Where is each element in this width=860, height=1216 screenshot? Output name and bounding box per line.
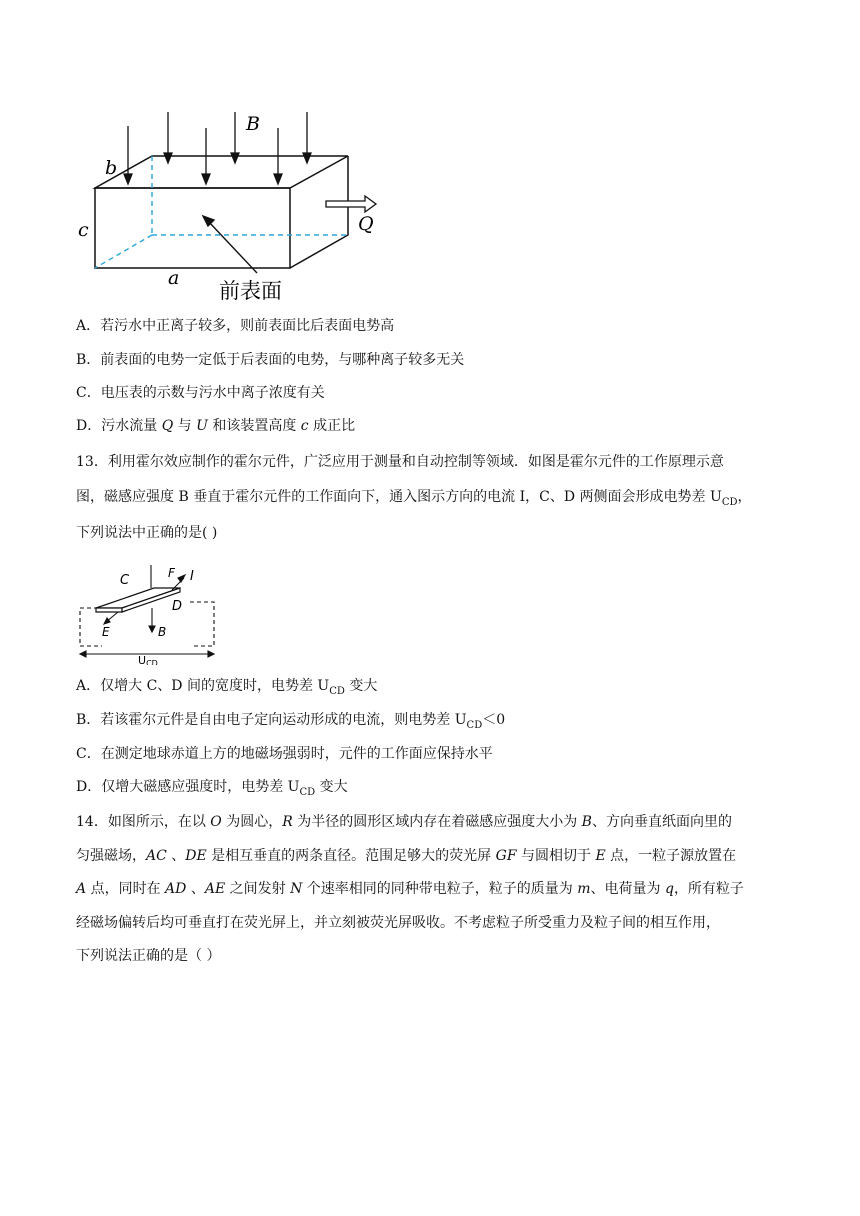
q13-option-c: C．在测定地球赤道上方的地磁场强弱时，元件的工作面应保持水平 xyxy=(76,746,493,762)
label-I: I xyxy=(190,569,194,584)
q13-option-d: D．仅增大磁感应强度时，电势差 $U_{CD}$ 变大 xyxy=(76,779,348,798)
label-D: D xyxy=(172,599,183,614)
label-c: c xyxy=(78,219,89,241)
label-Q: Q xyxy=(358,213,374,235)
q14-stem-line-4: 经磁场偏转后均可垂直打在荧光屏上，并立刻被荧光屏吸收。不考虑粒子所受重力及粒子间的相互作用， xyxy=(76,915,720,931)
label-B-field: B xyxy=(158,625,167,639)
q12-option-d: D．污水流量 Q 与 U 和该装置高度 c 成正比 xyxy=(76,418,356,434)
q13-option-a: A．仅增大 C、D 间的宽度时，电势差 $U_{CD}$ 变大 xyxy=(76,678,378,697)
q14-stem-line-5: 下列说法正确的是（ ） xyxy=(76,948,221,964)
q14-stem-line-2: 匀强磁场，AC 、DE 是相互垂直的两条直径。范围足够大的荧光屏 GF 与圆相切于 E 点，一粒子源放置在 xyxy=(76,848,737,864)
label-b: b xyxy=(105,157,118,179)
q12-option-c: C．电压表的示数与污水中离子浓度有关 xyxy=(76,385,325,401)
q14-stem-line-3: A 点，同时在 AD 、AE 之间发射 N 个速率相同的同种带电粒子，粒子的质量为 m、电荷量为 q，所有粒子 xyxy=(76,881,744,897)
sewage-flow-meter-figure xyxy=(72,108,402,308)
q12-option-a: A．若污水中正离子较多，则前表面比后表面电势高 xyxy=(76,318,395,334)
magnetic-field-arrows xyxy=(124,112,311,184)
flow-arrow xyxy=(326,196,376,212)
label-B: B xyxy=(246,113,260,135)
q14-stem-line-1: 14．如图所示，在以 O 为圆心，R 为半径的圆形区域内存在着磁感应强度大小为 B、方向垂直纸面向里的 xyxy=(76,814,732,830)
label-E: E xyxy=(102,625,110,639)
label-front-surface: 前表面 xyxy=(219,279,282,303)
q13-stem-line-3: 下列说法中正确的是( ) xyxy=(76,525,218,541)
front-surface-pointer xyxy=(203,216,257,273)
q13-stem-line-2: 图，磁感应强度 B 垂直于霍尔元件的工作面向下，通入图示方向的电流 I，C、D 两侧面会形成电势差 $U_{CD}$， xyxy=(76,489,752,508)
hall-element-figure xyxy=(72,560,232,665)
hidden-edges xyxy=(95,156,348,268)
hall-plate xyxy=(96,588,183,614)
label-a: a xyxy=(168,267,180,289)
label-C: C xyxy=(120,573,130,588)
label-F: F xyxy=(168,566,175,580)
label-UCD: UCD xyxy=(138,654,158,665)
q12-option-b: B．前表面的电势一定低于后表面的电势，与哪种离子较多无关 xyxy=(76,352,465,368)
q13-stem-line-1: 13．利用霍尔效应制作的霍尔元件，广泛应用于测量和自动控制等领域．如图是霍尔元件的工作原理示意 xyxy=(76,454,724,470)
box-outline xyxy=(95,156,348,268)
q13-option-b: B．若该霍尔元件是自由电子定向运动形成的电流，则电势差 $U_{CD}<0$ xyxy=(76,712,506,731)
